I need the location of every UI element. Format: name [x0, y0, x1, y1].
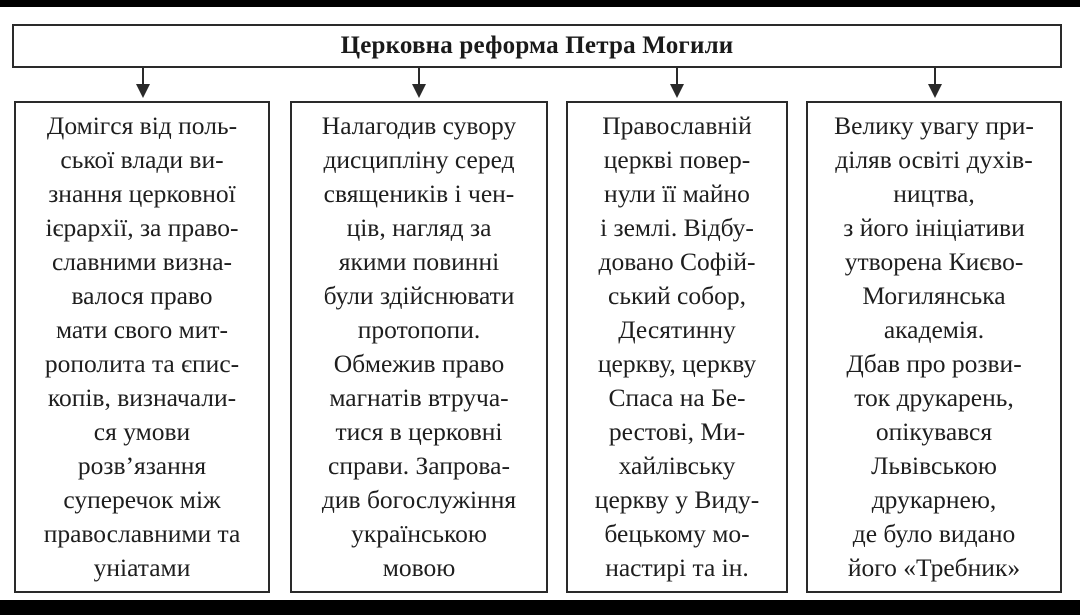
- column-line: Обмежив право: [333, 349, 505, 378]
- column-line: діляв освіті духів-: [835, 145, 1033, 174]
- column-line: знання церковної: [48, 179, 236, 208]
- column-line: Спаса на Бе-: [608, 383, 746, 412]
- column-line: нули її майно: [604, 179, 750, 208]
- column-line: його «Требник»: [847, 553, 1021, 582]
- column-line: розв’язання: [77, 451, 207, 480]
- column-line: ся умови: [93, 417, 191, 446]
- column-line: де було видано: [852, 519, 1016, 548]
- column-line: славними визна-: [51, 247, 233, 276]
- column-line: ництва,: [893, 179, 975, 208]
- diagram-frame: [0, 7, 1080, 600]
- reform-column-4: [806, 101, 1062, 593]
- column-line: Велику увагу при-: [834, 111, 1034, 140]
- reform-column-2: [290, 101, 548, 593]
- column-line: українською: [351, 519, 487, 548]
- column-line: Львівською: [871, 451, 997, 480]
- column-line: ців, нагляд за: [346, 213, 492, 242]
- column-line: ський собор,: [608, 281, 746, 310]
- column-line: уніатами: [93, 553, 191, 582]
- column-line: Десятинну: [618, 315, 736, 344]
- diagram-title-box: [12, 24, 1062, 68]
- column-line: академія.: [883, 315, 985, 344]
- column-line: опікувався: [875, 417, 993, 446]
- diagram-title: Церковна реформа Петра Могили: [340, 32, 734, 59]
- column-line: протопопи.: [357, 315, 481, 344]
- column-line: рополита та єпис-: [44, 349, 240, 378]
- column-line: настирі та ін.: [605, 553, 749, 582]
- arrow-2-head-icon: [412, 84, 426, 98]
- arrow-1-head-icon: [136, 84, 150, 98]
- column-line: Дбав про розви-: [846, 349, 1022, 378]
- column-line: Могилянська: [862, 281, 1006, 310]
- column-line: церкві повер-: [603, 145, 751, 174]
- reform-column-3: [566, 101, 788, 593]
- column-line: ток друкарень,: [854, 383, 1014, 412]
- arrow-4-head-icon: [928, 84, 942, 98]
- column-line: з його ініціативи: [843, 213, 1025, 242]
- reform-column-1: [14, 101, 270, 593]
- column-line: суперечок між: [63, 485, 221, 514]
- column-line: див богослужіння: [321, 485, 517, 514]
- column-line: хайлівську: [618, 451, 736, 480]
- column-line: рестові, Ми-: [608, 417, 746, 446]
- column-line: утворена Києво-: [844, 247, 1024, 276]
- column-line: мати свого мит-: [55, 315, 229, 344]
- column-line: ієрархії, за право-: [45, 213, 239, 242]
- column-line: ської влади ви-: [60, 145, 224, 174]
- column-line: бецькому мо-: [604, 519, 750, 548]
- column-line: мовою: [382, 553, 456, 582]
- column-line: Православній: [602, 111, 752, 140]
- column-line: валося право: [71, 281, 213, 310]
- column-line: довано Софій-: [598, 247, 756, 276]
- arrow-3-head-icon: [670, 84, 684, 98]
- column-line: друкарнею,: [871, 485, 997, 514]
- column-line: священиків і чен-: [323, 179, 515, 208]
- column-line: магнатів втруча-: [329, 383, 509, 412]
- column-line: були здійснювати: [323, 281, 515, 310]
- column-line: Домігся від поль-: [46, 111, 238, 140]
- column-line: якими повинні: [338, 247, 500, 276]
- column-line: тися в церковні: [335, 417, 503, 446]
- column-line: церкву у Виду-: [594, 485, 760, 514]
- column-line: Налагодив сувору: [321, 111, 517, 140]
- column-line: і землі. Відбу-: [600, 213, 754, 242]
- column-line: православними та: [43, 519, 241, 548]
- column-line: копів, визначали-: [47, 383, 237, 412]
- column-line: справи. Запрова-: [328, 451, 510, 480]
- column-line: церкву, церкву: [597, 349, 757, 378]
- column-line: дисципліну серед: [323, 145, 515, 174]
